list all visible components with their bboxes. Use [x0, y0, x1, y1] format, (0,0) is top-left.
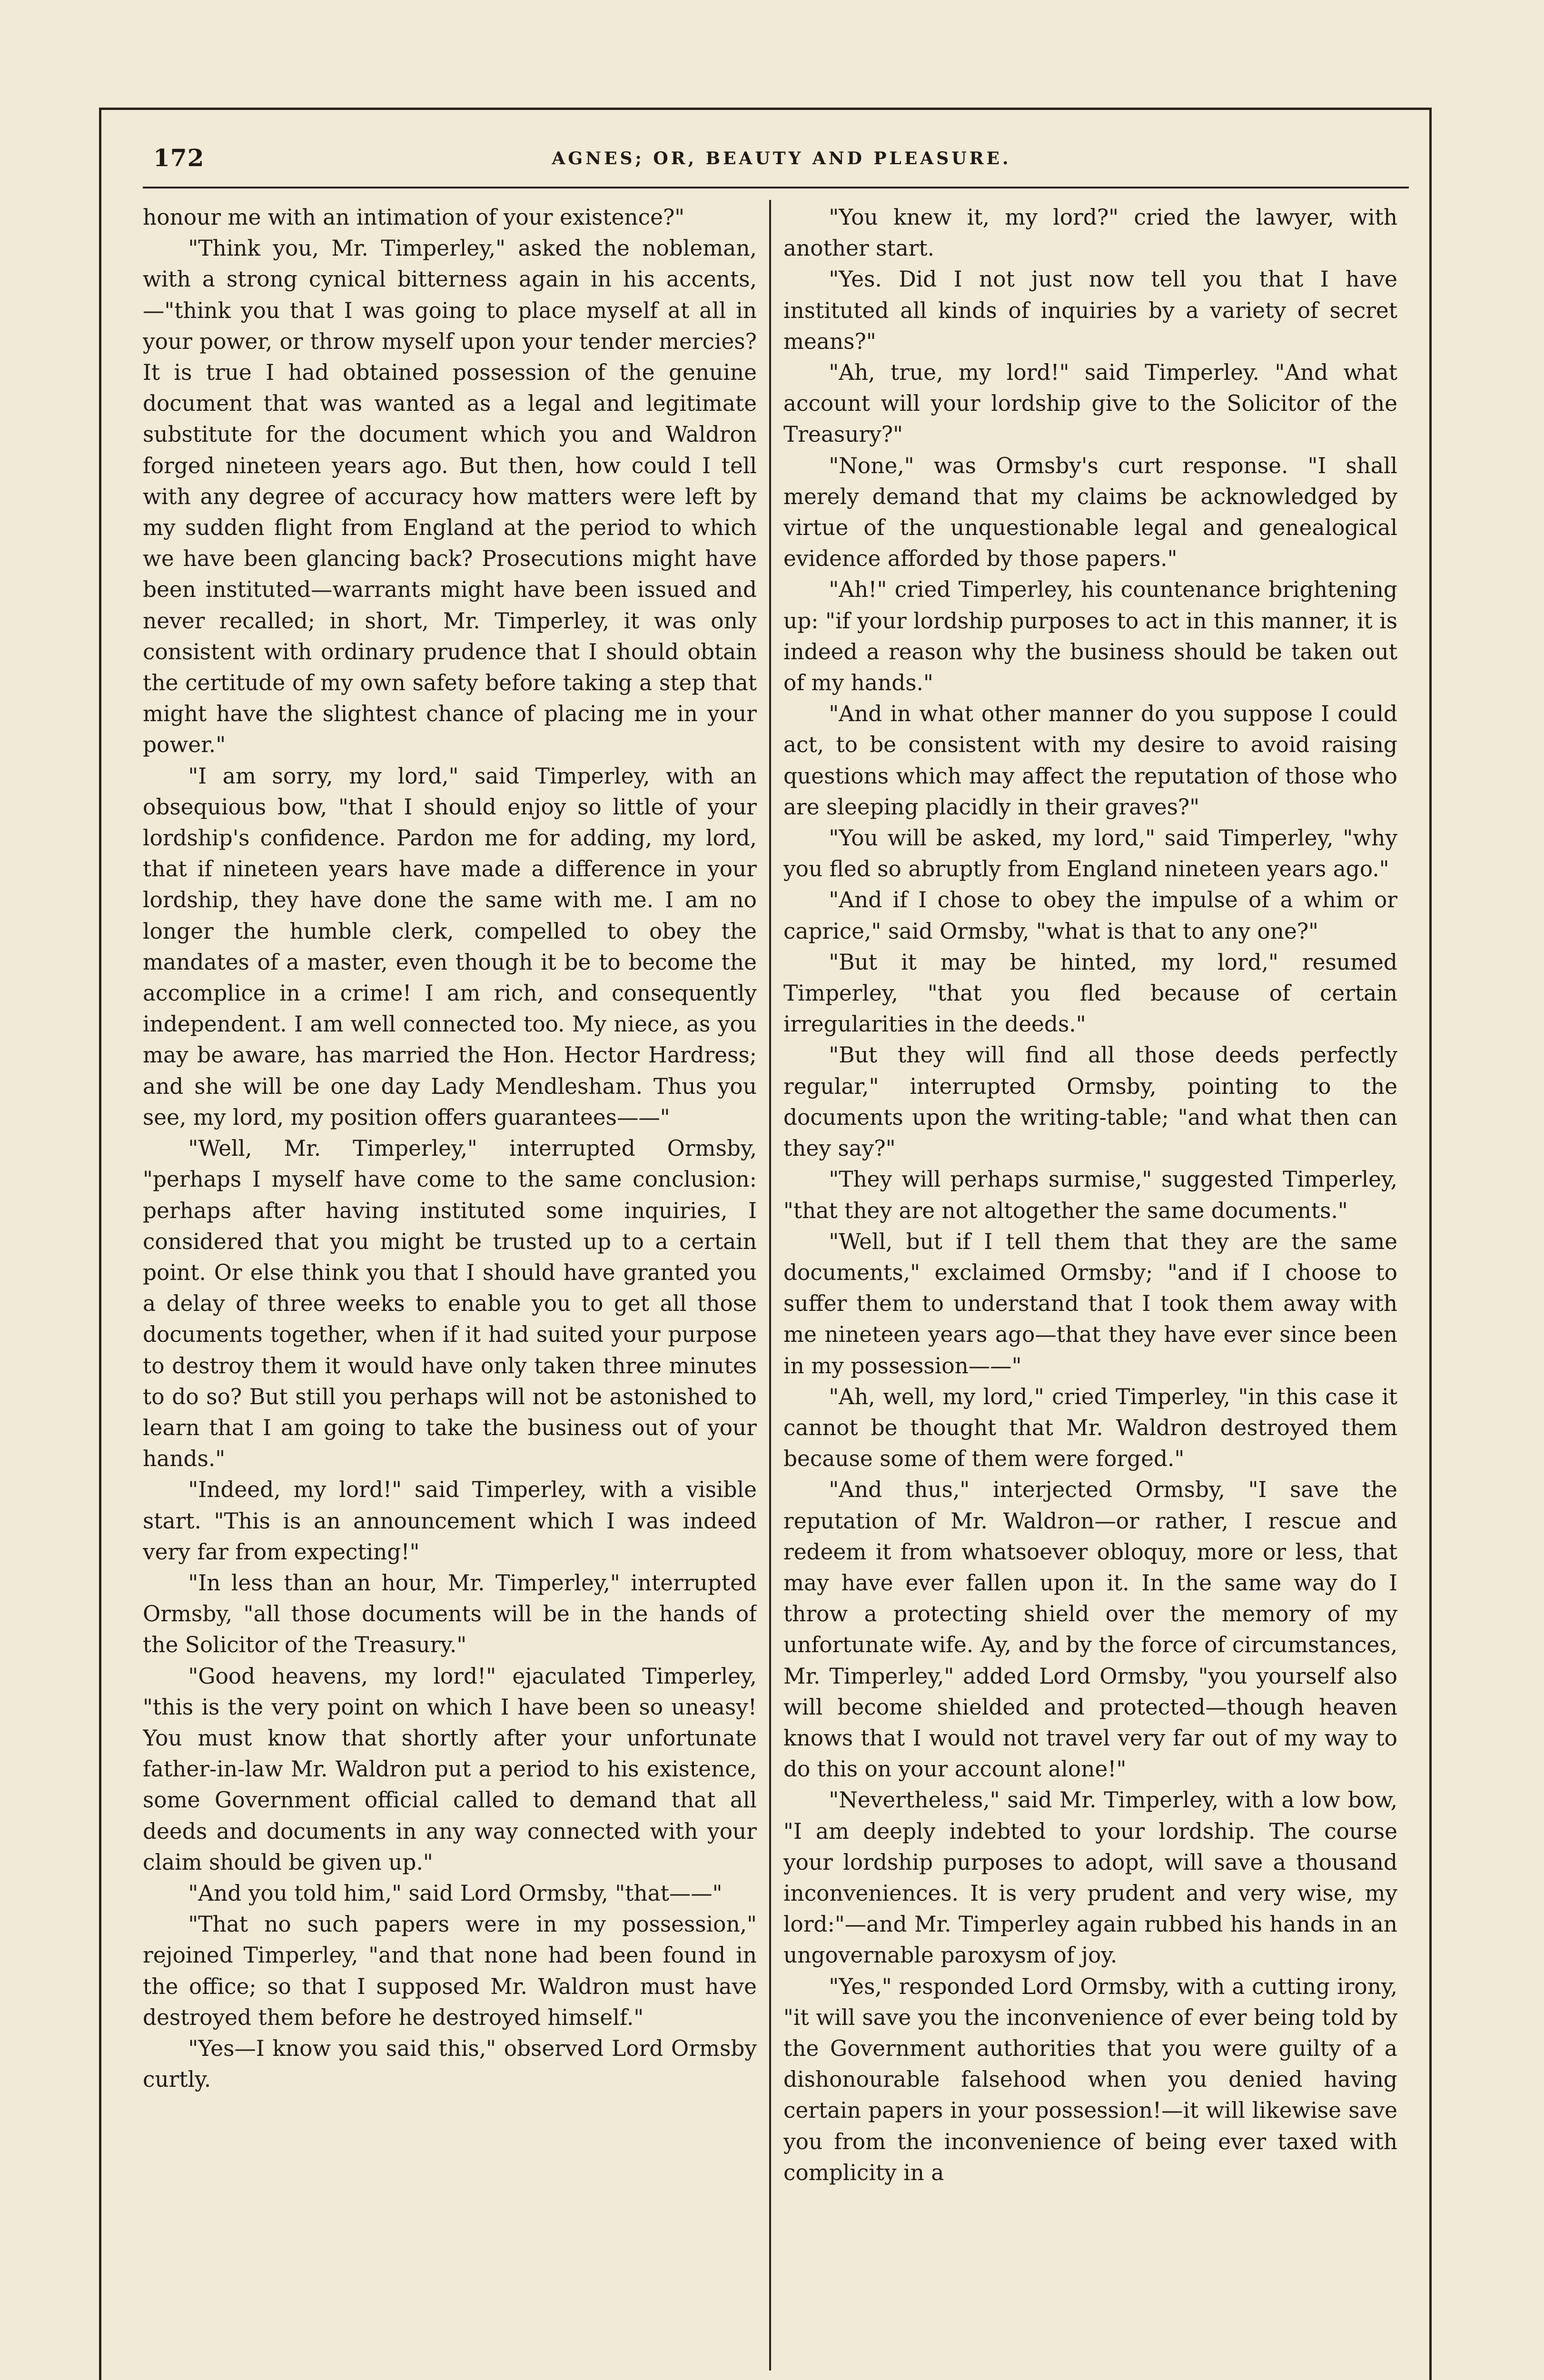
column-rule: [769, 200, 771, 2370]
paragraph: "Ah, well, my lord," cried Timperley, "in this case it cannot be thought that Mr. Waldron destroyed them because some of them were forged.": [783, 1384, 1397, 1472]
paragraph: "That no such papers were in my possession," rejoined Timperley, "and that none had been found in the office; so that I supposed Mr. Waldron must have destroyed them before he destroyed himself.": [143, 1912, 757, 2030]
paragraph: "You will be asked, my lord," said Timperley, "why you fled so abruptly from England nineteen years ago.": [783, 825, 1397, 882]
paragraph: "You knew it, my lord?" cried the lawyer, with another start.: [783, 205, 1397, 261]
paragraph: "Good heavens, my lord!" ejaculated Timperley, "this is the very point on which I have been so uneasy! You must know that shortly after your unfortunate father-in-law Mr. Waldron put a period to his existence, some Government official called to demand that all deeds and documents in any way connected with your claim should be given up.": [143, 1663, 757, 1875]
paragraph: "Indeed, my lord!" said Timperley, with a visible start. "This is an announcement which I was indeed very far from expecting!": [143, 1477, 757, 1565]
header-rule: [143, 187, 1409, 188]
paragraph: "Well, Mr. Timperley," interrupted Ormsby, "perhaps I myself have come to the same conclusion: perhaps after having instituted some inquiries, I considered that you might be trusted up to a certain point. Or else think you that I should have granted you a delay of three weeks to enable you to get all those documents together, when if it had suited your purpose to destroy them it would have only taken three minutes to do so? But still you perhaps will not be astonished to learn that I am going to take the business out of your hands.": [143, 1136, 757, 1472]
paragraph: "And thus," interjected Ormsby, "I save the reputation of Mr. Waldron—or rather, I rescue and redeem it from whatsoever obloquy, more or less, that may have ever fallen upon it. In the same way do I throw a protecting shield over the memory of my unfortunate wife. Ay, and by the force of circumstances, Mr. Timperley," added Lord Ormsby, "you yourself also will become shielded and protected—though heaven knows that I would not travel very far out of my way to do this on your account alone!": [783, 1477, 1397, 1782]
paragraph: "But they will find all those deeds perfectly regular," interrupted Ormsby, pointing to the documents upon the writing-table; "and what then can they say?": [783, 1042, 1397, 1161]
paragraph: "Yes—I know you said this," observed Lord Ormsby curtly.: [143, 2035, 757, 2092]
paragraph: "And in what other manner do you suppose I could act, to be consistent with my desire to avoid raising questions which may affect the reputation of those who are sleeping placidly in their graves?": [783, 701, 1397, 820]
paragraph: "Yes," responded Lord Ormsby, with a cutting irony, "it will save you the inconvenience of ever being told by the Government authorities that you were guilty of a dishonourable falsehood when you denied having certain papers in your possession!—it will likewise save you from the inconvenience of being ever taxed with complicity in a: [783, 1973, 1397, 2185]
paragraph: "And if I chose to obey the impulse of a whim or caprice," said Ormsby, "what is that to any one?": [783, 887, 1397, 944]
left-column: [143, 202, 757, 2377]
paragraph: "But it may be hinted, my lord," resumed Timperley, "that you fled because of certain irregularities in the deeds.": [783, 949, 1397, 1037]
paragraph: honour me with an intimation of your existence?": [143, 205, 685, 230]
paragraph: "Ah, true, my lord!" said Timperley. "And what account will your lordship give to the Solicitor of the Treasury?": [783, 360, 1397, 447]
right-column: [783, 202, 1397, 2377]
page-number: 172: [153, 144, 205, 172]
running-title: AGNES; OR, BEAUTY AND PLEASURE.: [552, 149, 1011, 169]
paragraph: "In less than an hour, Mr. Timperley," interrupted Ormsby, "all those documents will be in the hands of the Solicitor of the Treasury.": [143, 1570, 757, 1658]
paragraph: "And you told him," said Lord Ormsby, "that——": [188, 1880, 723, 1906]
paragraph: "I am sorry, my lord," said Timperley, with an obsequious bow, "that I should enjoy so little of your lordship's confidence. Pardon me for adding, my lord, that if nineteen years have made a difference in your lordship, they have done the same with me. I am no longer the humble clerk, compelled to obey the mandates of a master, even though it be to become the accomplice in a crime! I am rich, and consequently independent. I am well connected too. My niece, as you may be aware, has married the Hon. Hector Hardress; and she will be one day Lady Mendlesham. Thus you see, my lord, my position offers guarantees——": [143, 763, 757, 1130]
paragraph: "Nevertheless," said Mr. Timperley, with a low bow, "I am deeply indebted to your lordship. The course your lordship purposes to adopt, will save a thousand inconveniences. It is very prudent and very wise, my lord:"—and Mr. Timperley again rubbed his hands in an ungovernable paroxysm of joy.: [783, 1787, 1397, 1968]
paragraph: "Well, but if I tell them that they are the same documents," exclaimed Ormsby; "and if I choose to suffer them to understand that I took them away with me nineteen years ago—that they have ever since been in my possession——": [783, 1229, 1397, 1378]
paragraph: "Think you, Mr. Timperley," asked the nobleman, with a strong cynical bitterness again in his accents,—"think you that I was going to place myself at all in your power, or throw myself upon your tender mercies? It is true I had obtained possession of the genuine document that was wanted as a legal and legitimate substitute for the document which you and Waldron forged nineteen years ago. But then, how could I tell with any degree of accuracy how matters were left by my sudden flight from England at the period to which we have been glancing back? Prosecutions might have been instituted—warrants might have been issued and never recalled; in short, Mr. Timperley, it was only consistent with ordinary prudence that I should obtain the certitude of my own safety before taking a step that might have the slightest chance of placing me in your power.": [143, 236, 757, 758]
paragraph: "Ah!" cried Timperley, his countenance brightening up: "if your lordship purposes to act in this manner, it is indeed a reason why the business should be taken out of my hands.": [783, 577, 1397, 696]
paragraph: "They will perhaps surmise," suggested Timperley, "that they are not altogether the same documents.": [783, 1167, 1397, 1223]
paragraph: "Yes. Did I not just now tell you that I have instituted all kinds of inquiries by a variety of secret means?": [783, 267, 1397, 354]
page-header: [153, 144, 1410, 182]
paragraph: "None," was Ormsby's curt response. "I shall merely demand that my claims be acknowledged by virtue of the unquestionable legal and genealogical evidence afforded by those papers.": [783, 453, 1397, 572]
